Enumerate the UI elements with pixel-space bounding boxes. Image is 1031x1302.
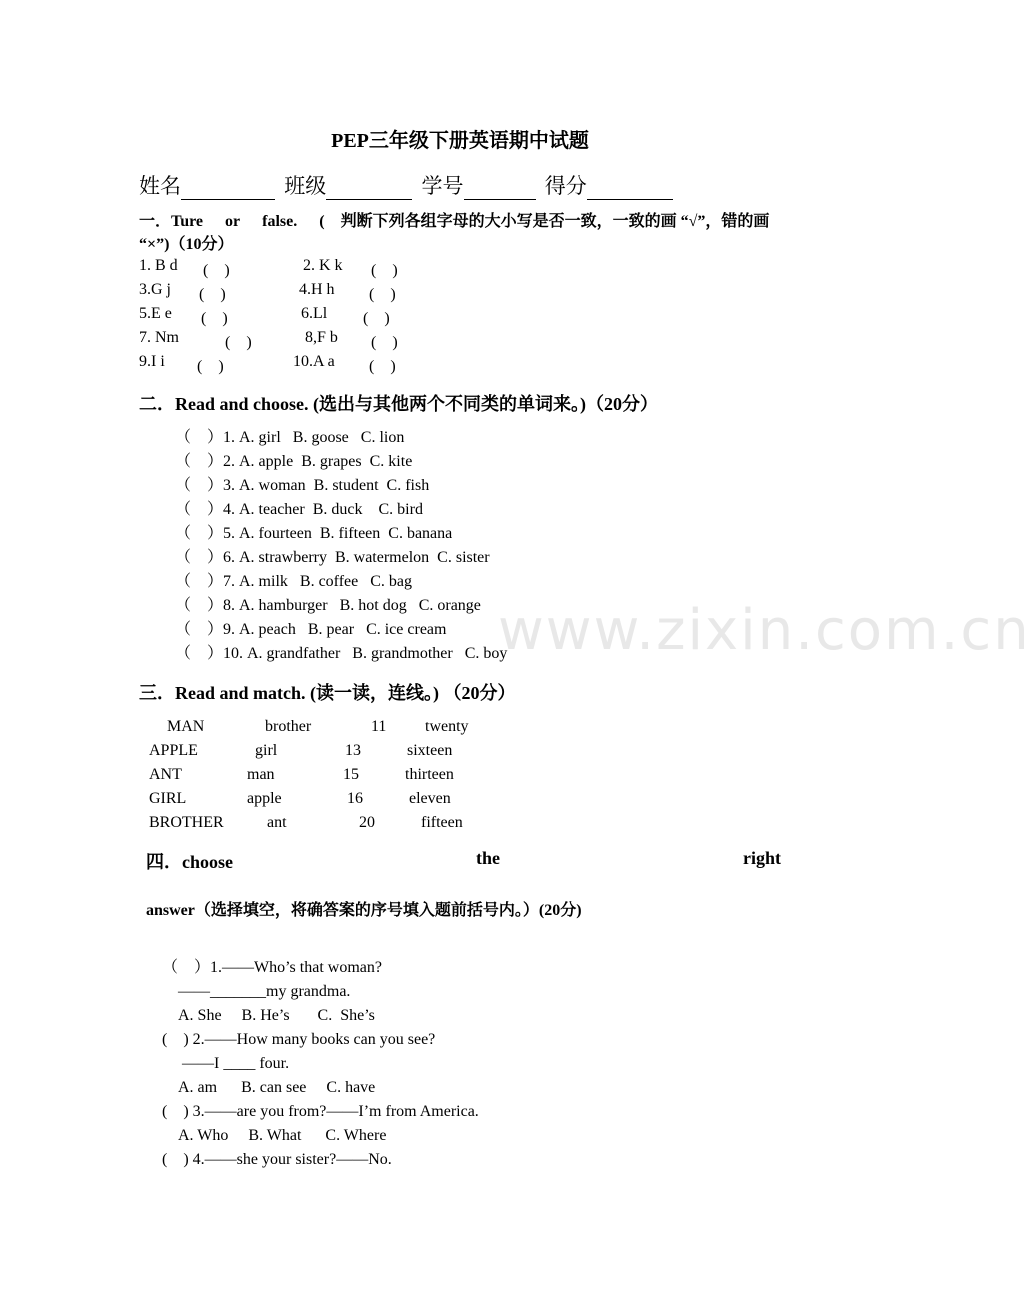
- letter-pair: 4.H h: [299, 281, 335, 298]
- choice-question[interactable]: （ ）6. A. strawberry B. watermelon C. sister: [175, 549, 490, 566]
- section1-tf-word: false.: [262, 213, 298, 230]
- section1-tf-word: Ture: [171, 213, 204, 230]
- section1-tf-word: or: [225, 213, 241, 230]
- match-item[interactable]: brother: [265, 718, 312, 735]
- fill-question-line: ( ) 2.——How many books can you see?: [162, 1031, 436, 1048]
- match-item[interactable]: 11: [371, 718, 387, 735]
- answer-bracket[interactable]: ( ): [201, 310, 228, 327]
- choice-question[interactable]: （ ）7. A. milk B. coffee C. bag: [175, 573, 413, 590]
- answer-bracket[interactable]: ( ): [197, 358, 224, 375]
- answer-bracket[interactable]: ( ): [199, 286, 226, 303]
- fill-question-line: ( ) 4.——she your sister?——No.: [162, 1151, 392, 1168]
- match-item[interactable]: man: [247, 766, 275, 783]
- choice-question[interactable]: （ ）9. A. peach B. pear C. ice cream: [175, 621, 447, 638]
- score-blank[interactable]: [587, 177, 673, 200]
- name-label: 姓名: [139, 174, 181, 198]
- fill-question-line: A. She B. He’s C. She’s: [162, 1007, 375, 1024]
- letter-pair: 7. Nm: [139, 329, 179, 346]
- section4-heading-line2: answer（选择填空，将确答案的序号填入题前括号内。）(20分): [146, 902, 582, 919]
- match-item[interactable]: girl: [255, 742, 278, 759]
- letter-pair: 3.G j: [139, 281, 171, 298]
- section1-heading: [139, 210, 781, 256]
- letter-pair: 1. B d: [139, 257, 178, 274]
- page-title: PEP三年级下册英语期中试题: [331, 130, 589, 152]
- watermark: www.zixin.com.cn: [498, 598, 1031, 663]
- number-blank[interactable]: [464, 177, 536, 200]
- fill-question-line: A. Who B. What C. Where: [162, 1127, 387, 1144]
- match-item[interactable]: eleven: [409, 790, 451, 807]
- number-label: 学号: [421, 174, 464, 198]
- answer-bracket[interactable]: ( ): [225, 334, 252, 351]
- name-blank[interactable]: [181, 177, 275, 200]
- match-item[interactable]: APPLE: [149, 742, 198, 759]
- fill-question-line: （ ）1.——Who’s that woman?: [162, 959, 382, 976]
- letter-pair: 9.I i: [139, 353, 165, 370]
- letter-pair: 10.A a: [293, 353, 335, 370]
- class-blank[interactable]: [326, 177, 412, 200]
- match-item[interactable]: fifteen: [421, 814, 463, 831]
- choice-question[interactable]: （ ）2. A. apple B. grapes C. kite: [175, 453, 413, 470]
- match-item[interactable]: 15: [343, 766, 359, 783]
- choice-question[interactable]: （ ）4. A. teacher B. duck C. bird: [175, 501, 423, 518]
- section1-tf-words: [171, 213, 319, 230]
- section2-heading: 二．Read and choose. (选出与其他两个不同类的单词来。)（20分）: [139, 394, 659, 414]
- choice-question[interactable]: （ ）3. A. woman B. student C. fish: [175, 477, 430, 494]
- fill-question-line: ——_______my grandma.: [162, 983, 351, 1000]
- letter-pair: 2. K k: [303, 257, 343, 274]
- choice-question[interactable]: （ ）10. A. grandfather B. grandmother C. boy: [175, 645, 508, 662]
- fill-question-line: ( ) 3.——are you from?——I’m from America.: [162, 1103, 479, 1120]
- match-item[interactable]: ant: [267, 814, 287, 831]
- match-item[interactable]: BROTHER: [149, 814, 224, 831]
- fill-question-line: ——I ____ four.: [162, 1055, 290, 1072]
- choice-question[interactable]: （ ）1. A. girl B. goose C. lion: [175, 429, 405, 446]
- match-item[interactable]: apple: [247, 790, 282, 807]
- section4-heading: [146, 848, 781, 874]
- answer-bracket[interactable]: ( ): [369, 358, 396, 375]
- fill-question-line: A. am B. can see C. have: [162, 1079, 376, 1096]
- letter-pair: 6.Ll: [301, 305, 328, 322]
- answer-bracket[interactable]: ( ): [203, 262, 230, 279]
- match-item[interactable]: 20: [359, 814, 375, 831]
- answer-bracket[interactable]: ( ): [371, 334, 398, 351]
- match-item[interactable]: sixteen: [407, 742, 453, 759]
- class-label: 班级: [284, 174, 327, 198]
- section2-items: [175, 426, 507, 666]
- section4-heading-word: right: [743, 848, 781, 868]
- match-item[interactable]: GIRL: [149, 790, 187, 807]
- letter-pair: 8,F b: [305, 329, 338, 346]
- match-item[interactable]: ANT: [149, 766, 182, 783]
- answer-bracket[interactable]: ( ): [369, 286, 396, 303]
- match-item[interactable]: MAN: [167, 718, 205, 735]
- choice-question[interactable]: （ ）8. A. hamburger B. hot dog C. orange: [175, 597, 481, 614]
- match-item[interactable]: 13: [345, 742, 361, 759]
- section3-heading: 三．Read and match. (读一读，连线。) （20分）: [139, 683, 516, 703]
- section4-heading-word: the: [476, 848, 500, 868]
- answer-bracket[interactable]: ( ): [363, 310, 390, 327]
- match-item[interactable]: twenty: [425, 718, 469, 735]
- choice-question[interactable]: （ ）5. A. fourteen B. fifteen C. banana: [175, 525, 453, 542]
- section4-questions: [162, 956, 479, 1172]
- answer-bracket[interactable]: ( ): [371, 262, 398, 279]
- student-info-line: [139, 170, 677, 200]
- section1-instruction: ( 判断下列各组字母的大小写是否一致，一致的画 “√”，错的画 “×”)（10分）: [139, 213, 770, 253]
- score-label: 得分: [544, 174, 587, 198]
- section1-prefix: 一．: [139, 213, 172, 230]
- letter-pair: 5.E e: [139, 305, 172, 322]
- match-item[interactable]: 16: [347, 790, 363, 807]
- match-item[interactable]: thirteen: [405, 766, 454, 783]
- section4-heading-word: 四．choose: [146, 852, 233, 872]
